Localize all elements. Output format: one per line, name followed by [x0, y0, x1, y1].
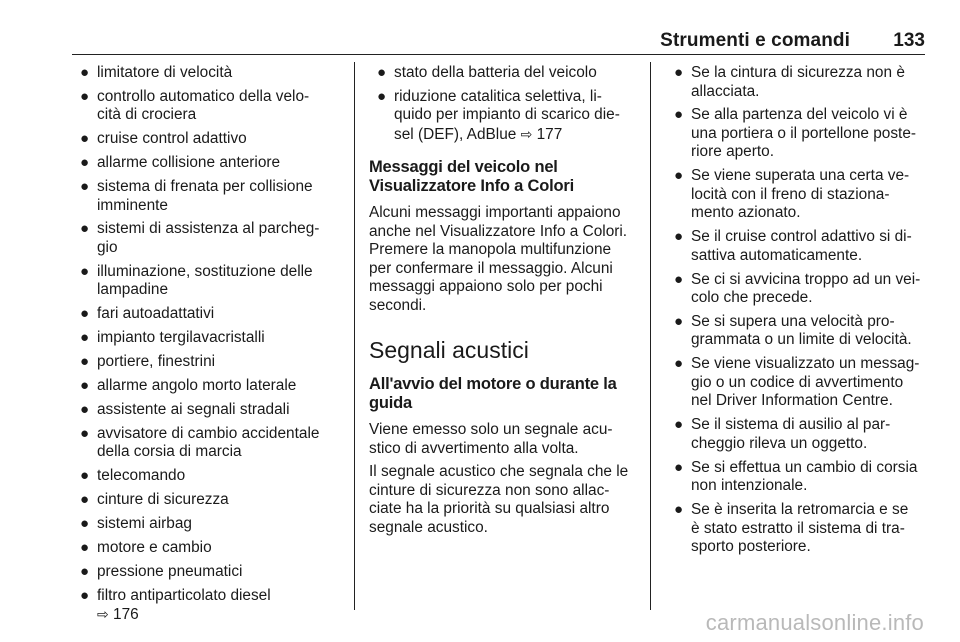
bullet-icon: ●	[80, 562, 90, 580]
bullet-icon: ●	[80, 154, 90, 172]
bullet-icon: ●	[80, 586, 90, 604]
topic-list-continued	[369, 64, 633, 144]
header-divider	[72, 54, 925, 55]
page-number: 133	[893, 30, 925, 51]
list-item: ● Se si effettua un cambio di corsia non intenzionale.	[674, 458, 918, 495]
list-item: ● Se ci si avvicina troppo ad un vei- colo che precede.	[674, 270, 921, 307]
list-item: ● Se la cintura di sicurezza non è allacciata.	[674, 64, 905, 100]
bullet-icon: ●	[80, 400, 90, 418]
bullet-icon: ●	[80, 262, 90, 280]
bullet-icon: ●	[674, 228, 684, 246]
list-item: ● telecomando	[80, 467, 186, 485]
bullet-icon: ●	[80, 376, 90, 394]
list-item: ● pressione pneumatici	[80, 562, 243, 580]
list-item: ● sistema di frenata per collisione imminente	[80, 178, 313, 214]
page-ref-link[interactable]: 177	[536, 125, 563, 143]
list-item: ● stato della batteria del veicolo	[377, 64, 597, 81]
page-ref-arrow-icon: ⇨	[520, 125, 533, 142]
list-item: ● allarme angolo morto laterale	[80, 376, 297, 394]
bullet-icon: ●	[80, 220, 90, 238]
list-item: ● Se è inserita la retromarcia e se è stato estratto il sistema di tra- sporto posteriore.	[674, 501, 909, 556]
section-heading: Messaggi del veicolo nel Visualizzatore Info a Colori	[369, 158, 574, 196]
list-item: ● fari autoadattativi	[80, 305, 215, 323]
list-item: ● avvisatore di cambio accidentale della corsia di marcia	[80, 424, 320, 461]
page-ref-link[interactable]: 176	[113, 606, 139, 624]
chapter-heading: Segnali acustici	[369, 337, 529, 364]
column-2	[369, 64, 633, 542]
list-item: ● sistemi di assistenza al parcheg- gio	[80, 220, 320, 256]
body-paragraph: Alcuni messaggi importanti appaiono anche nel Visualizzatore Info a Colori. Premere la manopola multifunzione per confermare il messaggio. Alcuni messaggi appaiono solo per pochi secondi.	[369, 204, 628, 314]
bullet-icon: ●	[80, 130, 90, 148]
bullet-icon: ●	[80, 467, 90, 485]
list-item: ● portiere, finestrini	[80, 353, 216, 371]
bullet-icon: ●	[80, 64, 90, 81]
column-3	[666, 64, 928, 562]
bullet-icon: ●	[674, 167, 684, 185]
list-item: ● sistemi airbag	[80, 514, 192, 532]
list-item: ● cruise control adattivo	[80, 130, 247, 148]
bullet-icon: ●	[80, 514, 90, 532]
bullet-icon: ●	[674, 501, 684, 519]
bullet-icon: ●	[674, 458, 684, 476]
bullet-icon: ●	[80, 87, 90, 105]
page-header	[72, 30, 925, 50]
list-item: ● allarme collisione anteriore	[80, 154, 281, 172]
bullet-icon: ●	[674, 64, 684, 81]
watermark: carmanualsonline.info	[705, 610, 924, 635]
list-item: ● filtro antiparticolato diesel ⇨ 176	[80, 586, 271, 624]
list-item: ● controllo automatico della velo- cità di crociera	[80, 87, 310, 124]
list-item: ● Se il cruise control adattivo si di- sattiva automaticamente.	[674, 228, 912, 264]
acoustic-signal-list	[666, 64, 928, 557]
bullet-icon: ●	[80, 424, 90, 442]
list-item: ● Se si supera una velocità pro- grammata o un limite di velocità.	[674, 312, 912, 349]
bullet-icon: ●	[674, 270, 684, 288]
list-item: ● Se alla partenza del veicolo vi è una portiera o il portellone poste- riore aperto.	[674, 106, 917, 161]
list-item: ● riduzione catalitica selettiva, li- quido per impianto di scarico die- sel (DEF), AdBlue ⇨ 177	[377, 87, 620, 143]
page-ref-arrow-icon: ⇨	[97, 606, 109, 623]
section-title: Strumenti e comandi	[660, 30, 850, 51]
list-item: ● impianto tergilavacristalli	[80, 329, 265, 347]
list-item: ● illuminazione, sostituzione delle lampadine	[80, 262, 313, 299]
list-item: ● Se viene visualizzato un messag- gio o un codice di avvertimento nel Driver Information Centre.	[674, 355, 920, 410]
bullet-icon: ●	[80, 178, 90, 196]
topic-list	[72, 64, 340, 625]
column-1	[72, 64, 340, 630]
list-item: ● limitatore di velocità	[80, 64, 233, 81]
bullet-icon: ●	[80, 490, 90, 508]
bullet-icon: ●	[377, 64, 387, 81]
section-heading: All'avvio del motore o durante la guida	[369, 375, 617, 413]
bullet-icon: ●	[674, 106, 684, 124]
column-divider-2	[650, 62, 651, 610]
list-item: ● cinture di sicurezza	[80, 490, 229, 508]
bullet-icon: ●	[80, 538, 90, 556]
body-paragraph: Il segnale acustico che segnala che le cinture di sicurezza non sono allac- ciate ha la priorità su qualsiasi altro segnale acustico.	[369, 463, 629, 536]
column-divider-1	[354, 62, 355, 610]
bullet-icon: ●	[80, 329, 90, 347]
bullet-icon: ●	[80, 305, 90, 323]
bullet-icon: ●	[80, 353, 90, 371]
bullet-icon: ●	[674, 312, 684, 330]
list-item: ● Se viene superata una certa ve- locità con il freno di staziona- mento azionato.	[674, 167, 910, 222]
bullet-icon: ●	[377, 87, 387, 105]
list-item: ● assistente ai segnali stradali	[80, 400, 290, 418]
body-paragraph: Viene emesso solo un segnale acu- stico di avvertimento alla volta.	[369, 421, 613, 457]
list-item: ● Se il sistema di ausilio al par- cheggio rileva un oggetto.	[674, 416, 891, 452]
bullet-icon: ●	[674, 416, 684, 434]
bullet-icon: ●	[674, 355, 684, 373]
list-item: ● motore e cambio	[80, 538, 212, 556]
